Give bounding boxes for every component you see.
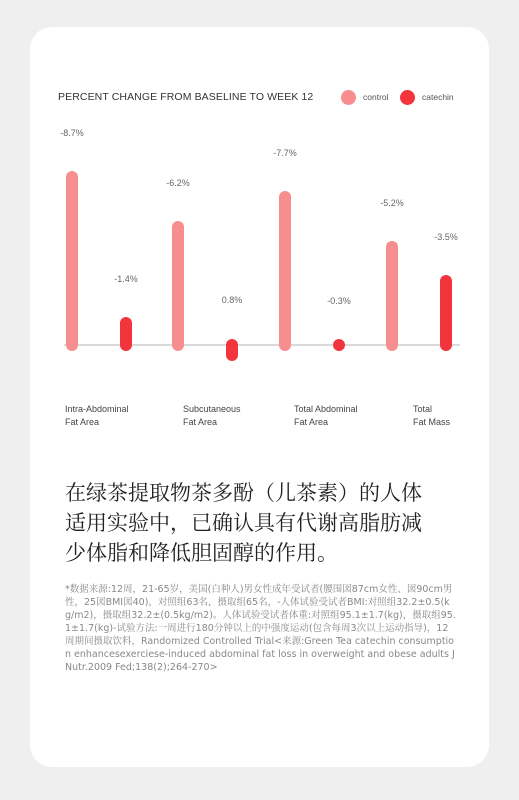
bar-catechin-1 <box>226 339 238 361</box>
bar-catechin-3 <box>440 275 452 351</box>
value-label-catechin-3: -3.5% <box>434 232 458 242</box>
legend-label-control: control <box>363 92 389 102</box>
value-label-control-1: -6.2% <box>166 178 190 188</box>
bar-chart <box>30 27 489 447</box>
category-label-2: Total Abdominal Fat Area <box>294 404 358 427</box>
category-label-1: Subcutaneous Fat Area <box>183 404 241 427</box>
bar-catechin-0 <box>120 317 132 351</box>
value-label-catechin-1: 0.8% <box>221 295 243 305</box>
footnote-text: *数据来源:12周，21-65岁，美国(白种人)男女性成年受试者(腰围図87cm女性、図90cm男性，25図BMI図40)，对照组63名，摄取组65名，-人体试验受试者BMI:对照组32.2±0.5(kg/m2)，摄取组32.2±(0.5kg/m2)。人体试验受试者体重:对照组95.1±1.7(kg)，摄取组95.1±1.7(kg)-试验方法:一周进行180分钟以上的中强度运动(包含每周3次以上运动指导)，12周期间摄取饮料，Randomized Controlled Trial<来源:Green Tea catechin consumption enhancesexerciese-induced abdominal fat loss in overweight and obese adults JNutr.2009 Fed;138(2);264-270> <box>65 584 456 673</box>
value-label-control-0: -8.7% <box>60 128 84 138</box>
content-card <box>30 27 489 767</box>
bar-control-3 <box>386 241 398 351</box>
headline-text: 在绿茶提取物茶多酚（儿茶素）的人体 适用实验中，已确认具有代谢高脂肪减 少体脂和降低胆固醇的作用。 <box>65 481 422 565</box>
category-label-3: Total Fat Mass <box>413 404 451 427</box>
value-label-catechin-2: -0.3% <box>327 296 351 306</box>
legend-label-catechin: catechin <box>422 92 454 102</box>
bar-control-2 <box>279 191 291 351</box>
bar-control-1 <box>172 221 184 351</box>
bar-catechin-2 <box>333 339 345 351</box>
value-label-control-3: -5.2% <box>380 198 404 208</box>
category-label-0: Intra-Abdominal Fat Area <box>65 404 129 427</box>
value-label-catechin-0: -1.4% <box>114 274 138 284</box>
bar-control-0 <box>66 171 78 351</box>
chart-title: PERCENT CHANGE FROM BASELINE TO WEEK 12 <box>58 91 314 103</box>
value-label-control-2: -7.7% <box>273 148 297 158</box>
